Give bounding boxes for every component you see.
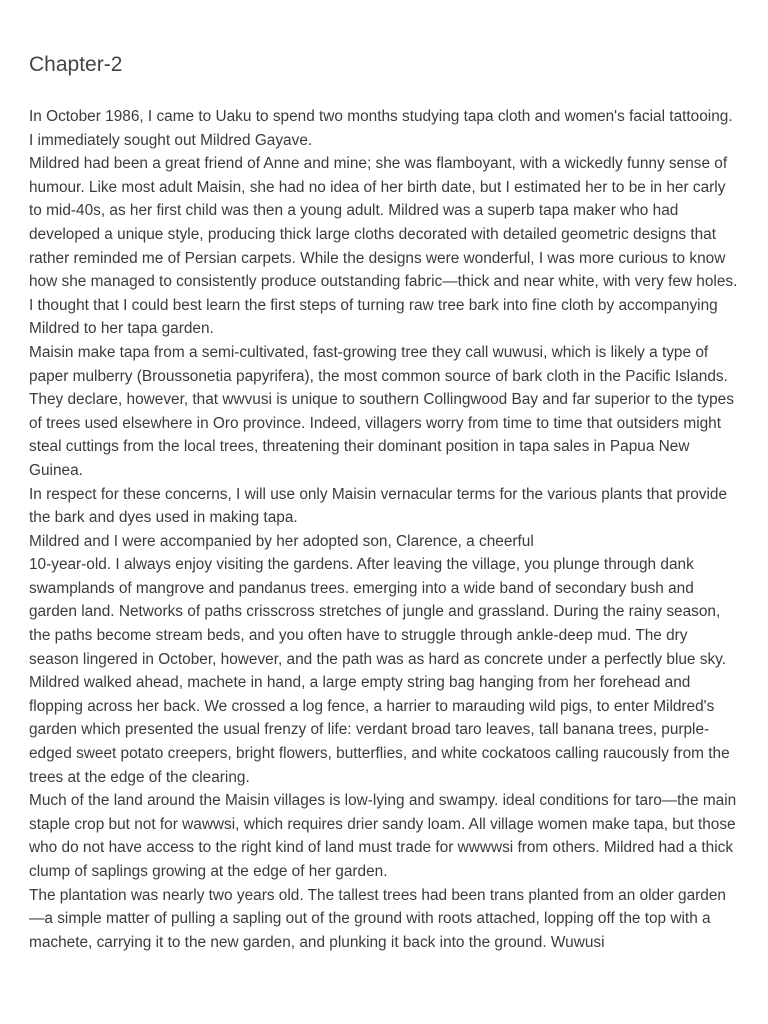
chapter-body [29,105,740,954]
paragraph: Much of the land around the Maisin villages is low-lying and swampy. ideal conditions for taro—the main staple crop but not for wawwsi, which requires drier sandy loam. All village women make tapa, but those who do not have access to the right kind of land must trade for wwwwsi from others. Mildred had a thick clump of saplings growing at the edge of her garden. [29,792,737,880]
chapter-title: Chapter-2 [29,53,123,76]
paragraph: Mildred had been a great friend of Anne and mine; she was flamboyant, with a wickedly funny sense of humour. Like most adult Maisin, she had no idea of her birth date, but I estimated her to be in her carly to mid-40s, as her first child was then a young adult. Mildred was a superb tapa maker who had developed a unique style, producing thick large cloths decorated with detailed geometric designs that rather reminded me of Persian carpets. While the designs were wonderful, I was more curious to know how she managed to consistently produce outstanding fabric—thick and near white, with very few holes. I thought that I could best learn the first steps of turning raw tree bark into fine cloth by accompanying Mildred to her tapa garden. [29,155,738,338]
paragraph: The plantation was nearly two years old. The tallest trees had been trans planted from an older garden—a simple matter of pulling a sapling out of the ground with roots attached, lopping off the top with a machete, carrying it to the new garden, and plunking it back into the ground. Wuwusi [29,886,726,951]
paragraph: 10-year-old. I always enjoy visiting the gardens. After leaving the village, you plunge through dank swamplands of mangrove and pandanus trees. emerging into a wide band of secondary bush and garden land. Networks of paths crisscross stretches of jungle and grassland. During the rainy season, the paths become stream beds, and you often have to struggle through ankle-deep mud. The dry season lingered in October, however, and the path was as hard as concrete under a perfectly blue sky. Mildred walked ahead, machete in hand, a large empty string bag hanging from her forehead and flopping across her back. We crossed a log fence, a harrier to marauding wild pigs, to enter Mildred's garden which presented the usual frenzy of life: verdant broad taro leaves, tall banana trees, purple-edged sweet potato creepers, bright flowers, butterflies, and white cockatoos calling raucously from the trees at the edge of the clearing. [29,556,730,786]
paragraph: In October 1986, I came to Uaku to spend two months studying tapa cloth and women's facial tattooing. I immediately sought out Mildred Gayave. [29,108,733,149]
paragraph: Mildred and I were accompanied by her adopted son, Clarence, a cheerful [29,532,534,550]
paragraph: Maisin make tapa from a semi-cultivated, fast-growing tree they call wuwusi, which is likely a type of paper mulberry (Broussonetia papyrifera), the most common source of bark cloth in the Pacific Islands. They declare, however, that wwvusi is unique to southern Collingwood Bay and far superior to the types of trees used elsewhere in Oro province. Indeed, villagers worry from time to time that outsiders might steal cuttings from the local trees, threatening their dominant position in tapa sales in Papua New Guinea. [29,343,734,479]
paragraph: In respect for these concerns, I will use only Maisin vernacular terms for the various plants that provide the bark and dyes used in making tapa. [29,485,728,527]
